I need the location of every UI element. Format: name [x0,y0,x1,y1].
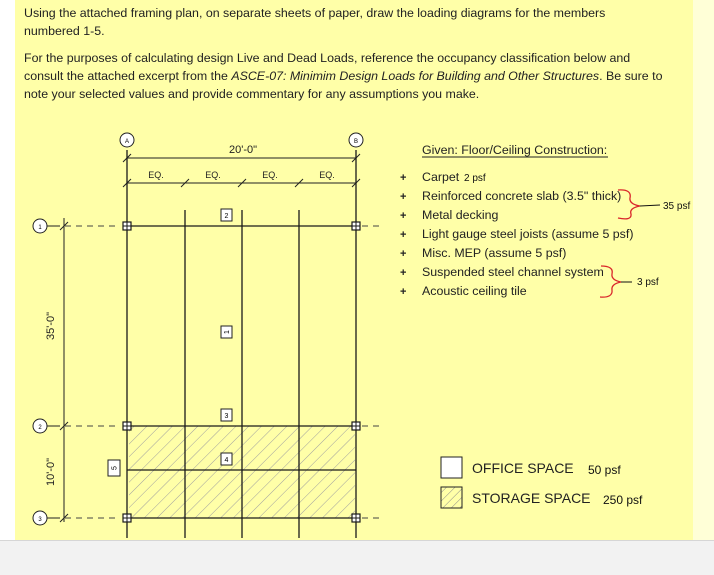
svg-text:5: 5 [111,466,119,470]
storage-swatch [441,487,462,508]
bottom-bar [0,540,714,575]
overall-width-dim: 20'-0" [228,144,258,156]
svg-text:4: 4 [224,457,229,464]
given-item-channel: Suspended steel channel system [422,265,604,279]
grid-bubble-1 [33,219,60,233]
eq-label: EQ. [148,170,164,180]
bullet: + [400,210,407,222]
grid-bubble-b [349,133,363,147]
bullet: + [400,191,407,203]
storage-space-label: STORAGE SPACE [472,490,591,506]
dim-35: 35'-0" [45,311,57,341]
given-item-joists: Light gauge steel joists (assume 5 psf) [422,227,634,241]
bullet: + [400,248,407,260]
bullet: + [400,267,407,279]
bullet: + [400,286,407,298]
storage-load: 250 psf [603,493,643,507]
brace-slab-group [618,190,640,219]
bullet: + [400,172,407,184]
grid-bubble-a [120,133,134,147]
office-load: 50 psf [588,463,621,477]
given-heading: Given: Floor/Ceiling Construction: [422,143,608,157]
grid-bubble-2 [33,419,60,433]
member-tag-2 [221,209,232,221]
given-item-mep: Misc. MEP (assume 5 psf) [422,246,567,260]
given-item-carpet: Carpet [422,170,460,184]
svg-text:2: 2 [38,425,42,431]
svg-text:3: 3 [224,413,229,420]
intro-text: Using the attached framing plan, on separate sheets of paper, draw the loading diagrams for the members numbered 1-5. [24,6,606,38]
dim-10: 10'-0" [45,457,57,487]
office-space-label: OFFICE SPACE [472,460,574,476]
instructions-text-a: For the purposes of calculating design Live and Dead Loads, reference the occupancy classification below and consult the attached excerpt from the [24,51,631,83]
asce-title: ASCE-07: Minimim Design Loads for Building and Other Structures [231,68,600,83]
member-tag-5 [108,460,120,476]
grid-bubble-3 [33,511,60,525]
svg-text:2: 2 [224,213,229,220]
svg-text:1: 1 [224,330,231,334]
member-tag-1 [221,326,232,338]
eq-label: EQ. [205,170,221,180]
bullet: + [400,229,407,241]
instructions-text-b: . Be sure to note your selected values and provide commentary for any assumptions you make. [24,68,663,101]
brace-slab-leader [640,205,660,206]
svg-text:A: A [124,139,130,145]
svg-text:B: B [353,139,359,145]
eq-label: EQ. [319,170,335,180]
svg-text:3: 3 [38,517,42,523]
given-item-decking: Metal decking [422,208,499,222]
given-item-slab: Reinforced concrete slab (3.5" thick) [422,189,622,203]
carpet-load: 2 psf [464,173,486,184]
eq-label: EQ. [262,170,278,180]
svg-text:1: 1 [38,225,42,231]
member-tag-3 [221,409,232,421]
office-swatch [441,457,462,478]
given-item-ceiling-tile: Acoustic ceiling tile [422,284,527,298]
slab-group-load: 35 psf [663,201,691,212]
ceiling-group-load: 3 psf [637,277,659,288]
member-tag-4 [221,453,232,465]
